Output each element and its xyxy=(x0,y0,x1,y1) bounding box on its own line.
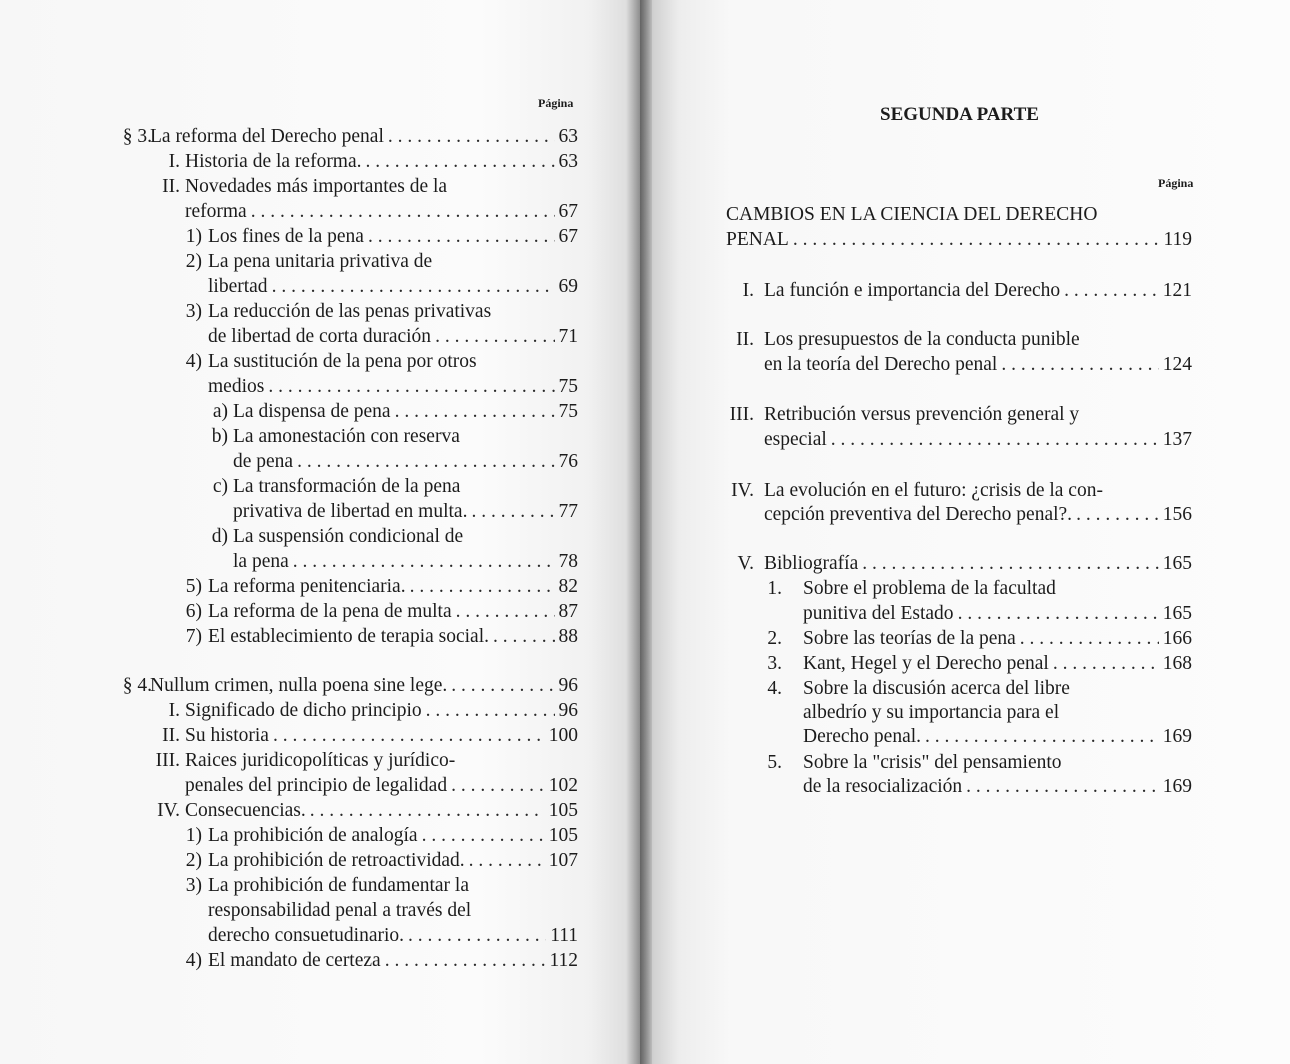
toc-entry-line: La amonestación con reserva xyxy=(233,426,460,447)
toc-entry: de la resocialización . . . 169 xyxy=(803,774,1192,799)
entry-number: d) xyxy=(211,526,228,547)
entry-number: a) xyxy=(212,401,228,422)
entry-number: III. xyxy=(155,750,180,771)
pagina-label: Página xyxy=(1158,176,1194,190)
toc-entry-line: La evolución en el futuro: ¿crisis de la con- xyxy=(764,480,1103,501)
toc-entry-line: La reducción de las penas privativas xyxy=(208,301,492,322)
entry-number: 4) xyxy=(185,950,202,971)
toc-entry: PENAL . . . 119 xyxy=(726,227,1192,252)
toc-entry-line: La suspensión condicional de xyxy=(233,526,464,547)
entry-number: 2) xyxy=(185,251,202,272)
toc-entry: de libertad de corta duración . . . 71 xyxy=(208,324,578,349)
toc-entry: libertad . . . 69 xyxy=(208,274,578,299)
entry-number: 3. xyxy=(767,653,782,674)
right-page xyxy=(640,0,1290,1064)
entry-number: 3) xyxy=(185,875,202,896)
toc-entry-line: La prohibición de fundamentar la xyxy=(208,875,469,896)
toc-entry: Historia de la reforma. . . . 63 xyxy=(185,149,578,174)
toc-entry: medios . . . 75 xyxy=(208,374,578,399)
toc-entry-line: Sobre la "crisis" del pensamiento xyxy=(803,752,1062,773)
toc-entry-line: Sobre la discusión acerca del libre xyxy=(803,678,1070,699)
toc-entry-line: La sustitución de la pena por otros xyxy=(208,351,477,372)
toc-entry: La reforma del Derecho penal . . . 63 xyxy=(150,124,578,149)
entry-number: I. xyxy=(168,700,180,721)
entry-number: I. xyxy=(168,151,180,172)
entry-number: I. xyxy=(742,280,754,301)
toc-entry: Significado de dicho principio . . . 96 xyxy=(185,698,578,723)
toc-entry: El mandato de certeza . . . 112 xyxy=(208,948,578,973)
toc-entry: Kant, Hegel y el Derecho penal . . . 168 xyxy=(803,651,1192,676)
entry-number: II. xyxy=(162,176,180,197)
toc-entry: la pena . . . 78 xyxy=(233,549,578,574)
toc-entry-line: Retribución versus prevención general y xyxy=(764,404,1080,425)
toc-entry: La prohibición de analogía . . . 105 xyxy=(208,823,578,848)
toc-entry: La reforma penitenciaria. . . . 82 xyxy=(208,574,578,599)
pagina-label: Página xyxy=(538,96,574,110)
entry-number: III. xyxy=(729,404,754,425)
toc-entry: cepción preventiva del Derecho penal?. . . . 156 xyxy=(764,502,1192,527)
toc-entry: Consecuencias. . . . 105 xyxy=(185,798,578,823)
entry-number: II. xyxy=(162,725,180,746)
entry-number: 1) xyxy=(185,226,202,247)
entry-number: 1) xyxy=(185,825,202,846)
entry-number: 5. xyxy=(767,752,782,773)
toc-entry: penales del principio de legalidad . . . 102 xyxy=(185,773,578,798)
part-heading: SEGUNDA PARTE xyxy=(880,104,1039,125)
section-number: § 3. xyxy=(122,126,152,147)
toc-entry: derecho consuetudinario. . . . 111 xyxy=(208,923,578,948)
entry-number: 4) xyxy=(185,351,202,372)
toc-entry: de pena . . . 76 xyxy=(233,449,578,474)
toc-entry: en la teoría del Derecho penal . . . 124 xyxy=(764,352,1192,377)
toc-entry: La función e importancia del Derecho . . . 121 xyxy=(764,278,1192,303)
entry-number: 3) xyxy=(185,301,202,322)
toc-entry-line: responsabilidad penal a través del xyxy=(208,900,472,921)
entry-number: b) xyxy=(211,426,228,447)
toc-entry: especial . . . 137 xyxy=(764,427,1192,452)
entry-number: II. xyxy=(736,329,754,350)
toc-entry: El establecimiento de terapia social. . . . 88 xyxy=(208,624,578,649)
chapter-title: CAMBIOS EN LA CIENCIA DEL DERECHO xyxy=(726,204,1098,225)
toc-entry-line: Raices juridicopolíticas y jurídico- xyxy=(185,750,456,771)
left-page xyxy=(0,0,640,1064)
toc-entry: La prohibición de retroactividad. . . . 107 xyxy=(208,848,578,873)
entry-number: 2. xyxy=(767,628,782,649)
entry-number: c) xyxy=(212,476,228,497)
toc-entry-line: Novedades más importantes de la xyxy=(185,176,448,197)
toc-entry-line: La pena unitaria privativa de xyxy=(208,251,433,272)
section-number: § 4. xyxy=(122,675,152,696)
entry-number: V. xyxy=(737,553,754,574)
toc-entry: La dispensa de pena . . . 75 xyxy=(233,399,578,424)
toc-entry: Derecho penal. . . . 169 xyxy=(803,724,1192,749)
toc-entry: Sobre las teorías de la pena . . . 166 xyxy=(803,626,1192,651)
toc-entry: Los fines de la pena . . . 67 xyxy=(208,224,578,249)
toc-entry: Nullum crimen, nulla poena sine lege. . . . 96 xyxy=(150,673,578,698)
toc-entry: privativa de libertad en multa. . . . 77 xyxy=(233,499,578,524)
book-gutter-shadow xyxy=(626,0,652,1064)
entry-number: 6) xyxy=(185,601,202,622)
entry-number: 5) xyxy=(185,576,202,597)
entry-number: IV. xyxy=(731,480,754,501)
toc-entry-line: La transformación de la pena xyxy=(233,476,461,497)
toc-entry: reforma . . . 67 xyxy=(185,199,578,224)
toc-entry: Bibliografía . . . 165 xyxy=(764,551,1192,576)
toc-entry: Su historia . . . 100 xyxy=(185,723,578,748)
entry-number: 7) xyxy=(185,626,202,647)
toc-entry: La reforma de la pena de multa . . . 87 xyxy=(208,599,578,624)
entry-number: 1. xyxy=(767,578,782,599)
entry-number: IV. xyxy=(157,800,180,821)
toc-entry-line: Los presupuestos de la conducta punible xyxy=(764,329,1080,350)
toc-entry: punitiva del Estado . . . 165 xyxy=(803,601,1192,626)
toc-entry-line: albedrío y su importancia para el xyxy=(803,702,1060,723)
toc-entry-line: Sobre el problema de la facultad xyxy=(803,578,1056,599)
entry-number: 4. xyxy=(767,678,782,699)
entry-number: 2) xyxy=(185,850,202,871)
